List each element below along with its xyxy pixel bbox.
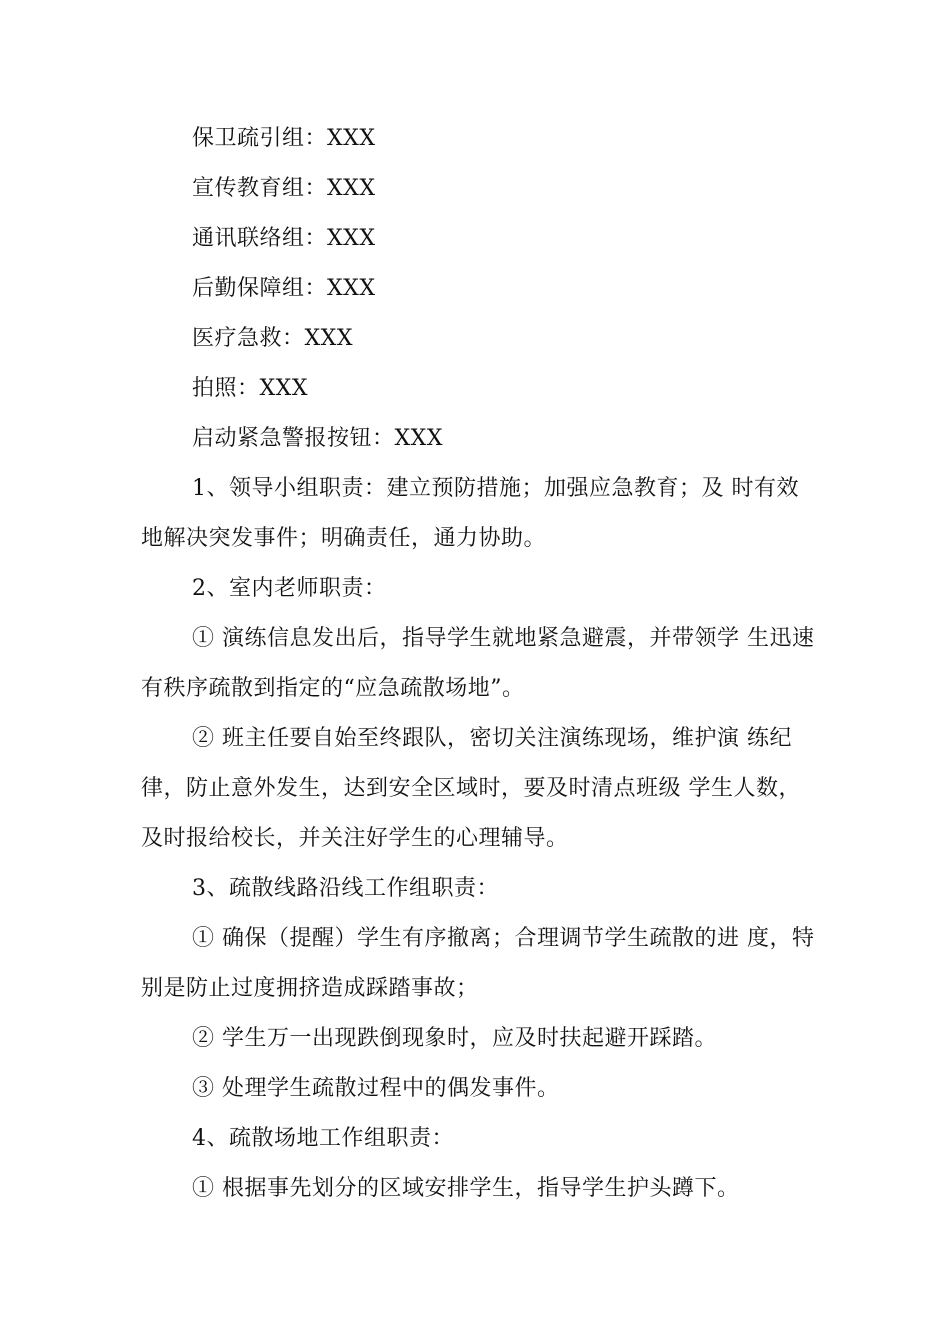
list-item: ② 学生万一出现跌倒现象时，应及时扶起避开踩踏。 <box>192 1026 717 1051</box>
paragraph-heading: 2、室内老师职责： <box>192 576 387 601</box>
text-line: 及时报给校长，并关注好学生的心理辅导。 <box>141 826 569 851</box>
paragraph-heading: 3、疏散线路沿线工作组职责： <box>192 876 499 901</box>
text-line: 有秩序疏散到指定的“应急疏散场地”。 <box>141 676 525 701</box>
paragraph-heading: 4、疏散场地工作组职责： <box>192 1126 454 1151</box>
text-line: 医疗急救：XXX <box>192 326 353 351</box>
text-line: 保卫疏引组：XXX <box>192 126 376 151</box>
text-line: 后勤保障组：XXX <box>192 276 376 301</box>
list-item: ① 演练信息发出后，指导学生就地紧急避震，并带领学 生迅速 <box>192 626 815 651</box>
text-line: 律，防止意外发生，达到安全区域时，要及时清点班级 学生人数， <box>141 776 801 801</box>
text-line: 通讯联络组：XXX <box>192 226 376 251</box>
list-item: ③ 处理学生疏散过程中的偶发事件。 <box>192 1076 560 1101</box>
list-item: ① 根据事先划分的区域安排学生，指导学生护头蹲下。 <box>192 1176 740 1201</box>
text-line: 拍照：XXX <box>192 376 308 401</box>
text-line: 别是防止过度拥挤造成踩踏事故； <box>141 976 479 1001</box>
paragraph-heading: 1、领导小组职责：建立预防措施；加强应急教育；及 时有效 <box>192 476 799 501</box>
list-item: ② 班主任要自始至终跟队，密切关注演练现场，维护演 练纪 <box>192 726 792 751</box>
text-line: 启动紧急警报按钮：XXX <box>192 426 443 451</box>
text-line: 宣传教育组：XXX <box>192 176 376 201</box>
list-item: ① 确保（提醒）学生有序撤离；合理调节学生疏散的进 度，特 <box>192 926 815 951</box>
document-body <box>141 114 821 1214</box>
text-line: 地解决突发事件；明确责任，通力协助。 <box>141 526 547 551</box>
